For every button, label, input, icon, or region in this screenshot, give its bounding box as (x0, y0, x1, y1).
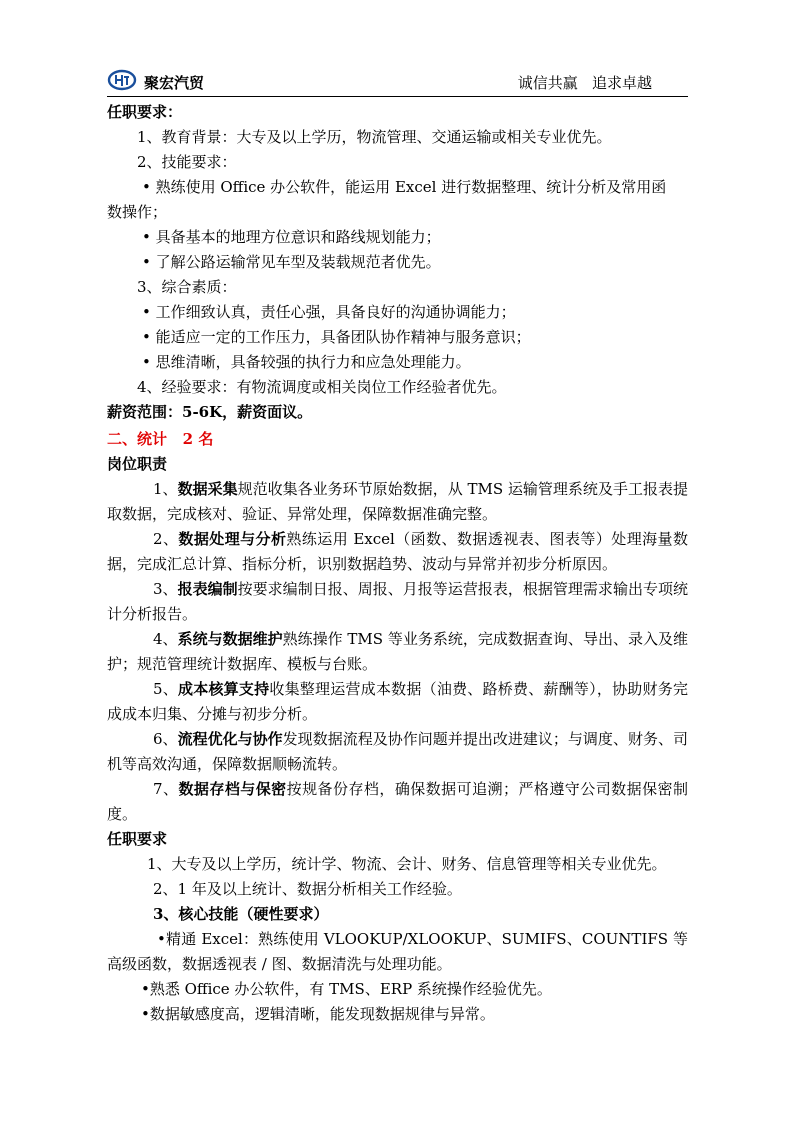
company-logo-icon (107, 69, 137, 91)
req2-core-skills: 3、核心技能（硬性要求） (153, 905, 329, 923)
req-experience: 4、经验要求：有物流调度或相关岗位工作经验者优先。 (137, 378, 507, 396)
section-title-statistics: 二、统计 2 名 (107, 430, 214, 448)
req2-excel (107, 927, 688, 977)
req-education: 1、教育背景：大专及以上学历，物流管理、交通运输或相关专业优先。 (137, 128, 612, 146)
req2-sensitivity: •数据敏感度高，逻辑清晰，能发现数据规律与异常。 (141, 1005, 495, 1023)
duty-head: 报表编制 (177, 580, 238, 598)
duty-head: 数据采集 (177, 480, 238, 498)
duty-head: 数据存档与保密 (178, 780, 287, 798)
req-quality-clear: • 思维清晰，具备较强的执行力和应急处理能力。 (142, 353, 471, 371)
company-slogan: 诚信共赢 追求卓越 (517, 74, 652, 92)
duty-number: 1、 (153, 480, 178, 498)
duty-text: 收集整理运营成本数据（油费、路桥费、薪酬等），协助财务完成成本归集、分摊与初步分析。 (107, 680, 688, 723)
req-quality-pressure: • 能适应一定的工作压力，具备团队协作精神与服务意识； (142, 328, 531, 346)
duty-item (107, 727, 688, 777)
duty-item (107, 527, 688, 577)
duty-item (107, 477, 688, 527)
req-skills: 2、技能要求： (137, 153, 237, 171)
req2-education: 1、大专及以上学历，统计学、物流、会计、财务、信息管理等相关专业优先。 (147, 855, 667, 873)
req2-office: •熟悉 Office 办公软件，有 TMS、ERP 系统操作经验优先。 (141, 980, 552, 998)
duty-item (107, 577, 688, 627)
duty-text: 熟练操作 TMS 等业务系统，完成数据查询、导出、录入及维护；规范管理统计数据库、模板与台账。 (107, 630, 688, 673)
duty-head: 流程优化与协作 (177, 730, 283, 748)
duty-text: 规范收集各业务环节原始数据，从 TMS 运输管理系统及手工报表提取数据，完成核对、验证、异常处理，保障数据准确完整。 (107, 480, 688, 523)
req2-excel-text: •精通 Excel：熟练使用 VLOOKUP/XLOOKUP、SUMIFS、COUNTIFS 等高级函数，数据透视表 / 图、数据清洗与处理功能。 (107, 930, 688, 973)
document-body (107, 100, 688, 1027)
duty-head: 系统与数据维护 (177, 630, 283, 648)
duty-text: 发现数据流程及协作问题并提出改进建议；与调度、财务、司机等高效沟通，保障数据顺畅流转。 (107, 730, 688, 773)
req-quality: 3、综合素质： (137, 278, 237, 296)
req-skill-geo: • 具备基本的地理方位意识和路线规划能力； (142, 228, 441, 246)
duty-list (107, 477, 688, 827)
req-skill-office: • 熟练使用 Office 办公软件，能运用 Excel 进行数据整理、统计分析及常用函 (142, 178, 667, 196)
req-quality-careful: • 工作细致认真，责任心强，具备良好的沟通协调能力； (142, 303, 516, 321)
duty-heading: 岗位职责 (107, 455, 168, 473)
req2-experience: 2、1 年及以上统计、数据分析相关工作经验。 (153, 880, 462, 898)
duty-head: 数据处理与分析 (178, 530, 287, 548)
requirements-heading: 任职要求： (107, 103, 183, 121)
duty-item (107, 627, 688, 677)
duty-number: 6、 (153, 730, 178, 748)
duty-text: 按要求编制日报、周报、月报等运营报表，根据管理需求输出专项统计分析报告。 (107, 580, 688, 623)
salary-range: 薪资范围：5-6K，薪资面议。 (107, 403, 313, 421)
requirements-heading-2: 任职要求 (107, 830, 168, 848)
req-skill-vehicle: • 了解公路运输常见车型及装载规范者优先。 (142, 253, 441, 271)
company-name: 聚宏汽贸 (144, 74, 205, 92)
duty-head: 成本核算支持 (178, 680, 270, 698)
duty-item (107, 677, 688, 727)
duty-number: 2、 (153, 530, 179, 548)
duty-number: 3、 (153, 580, 178, 598)
duty-number: 5、 (153, 680, 178, 698)
page-header (107, 66, 688, 97)
duty-number: 7、 (153, 780, 179, 798)
duty-text: 按规备份存档，确保数据可追溯；严格遵守公司数据保密制度。 (107, 780, 688, 823)
duty-number: 4、 (153, 630, 178, 648)
duty-text: 熟练运用 Excel（函数、数据透视表、图表等）处理海量数据，完成汇总计算、指标分析，识别数据趋势、波动与异常并初步分析原因。 (107, 530, 688, 573)
duty-item (107, 777, 688, 827)
req-skill-office-cont: 数操作； (107, 203, 168, 221)
